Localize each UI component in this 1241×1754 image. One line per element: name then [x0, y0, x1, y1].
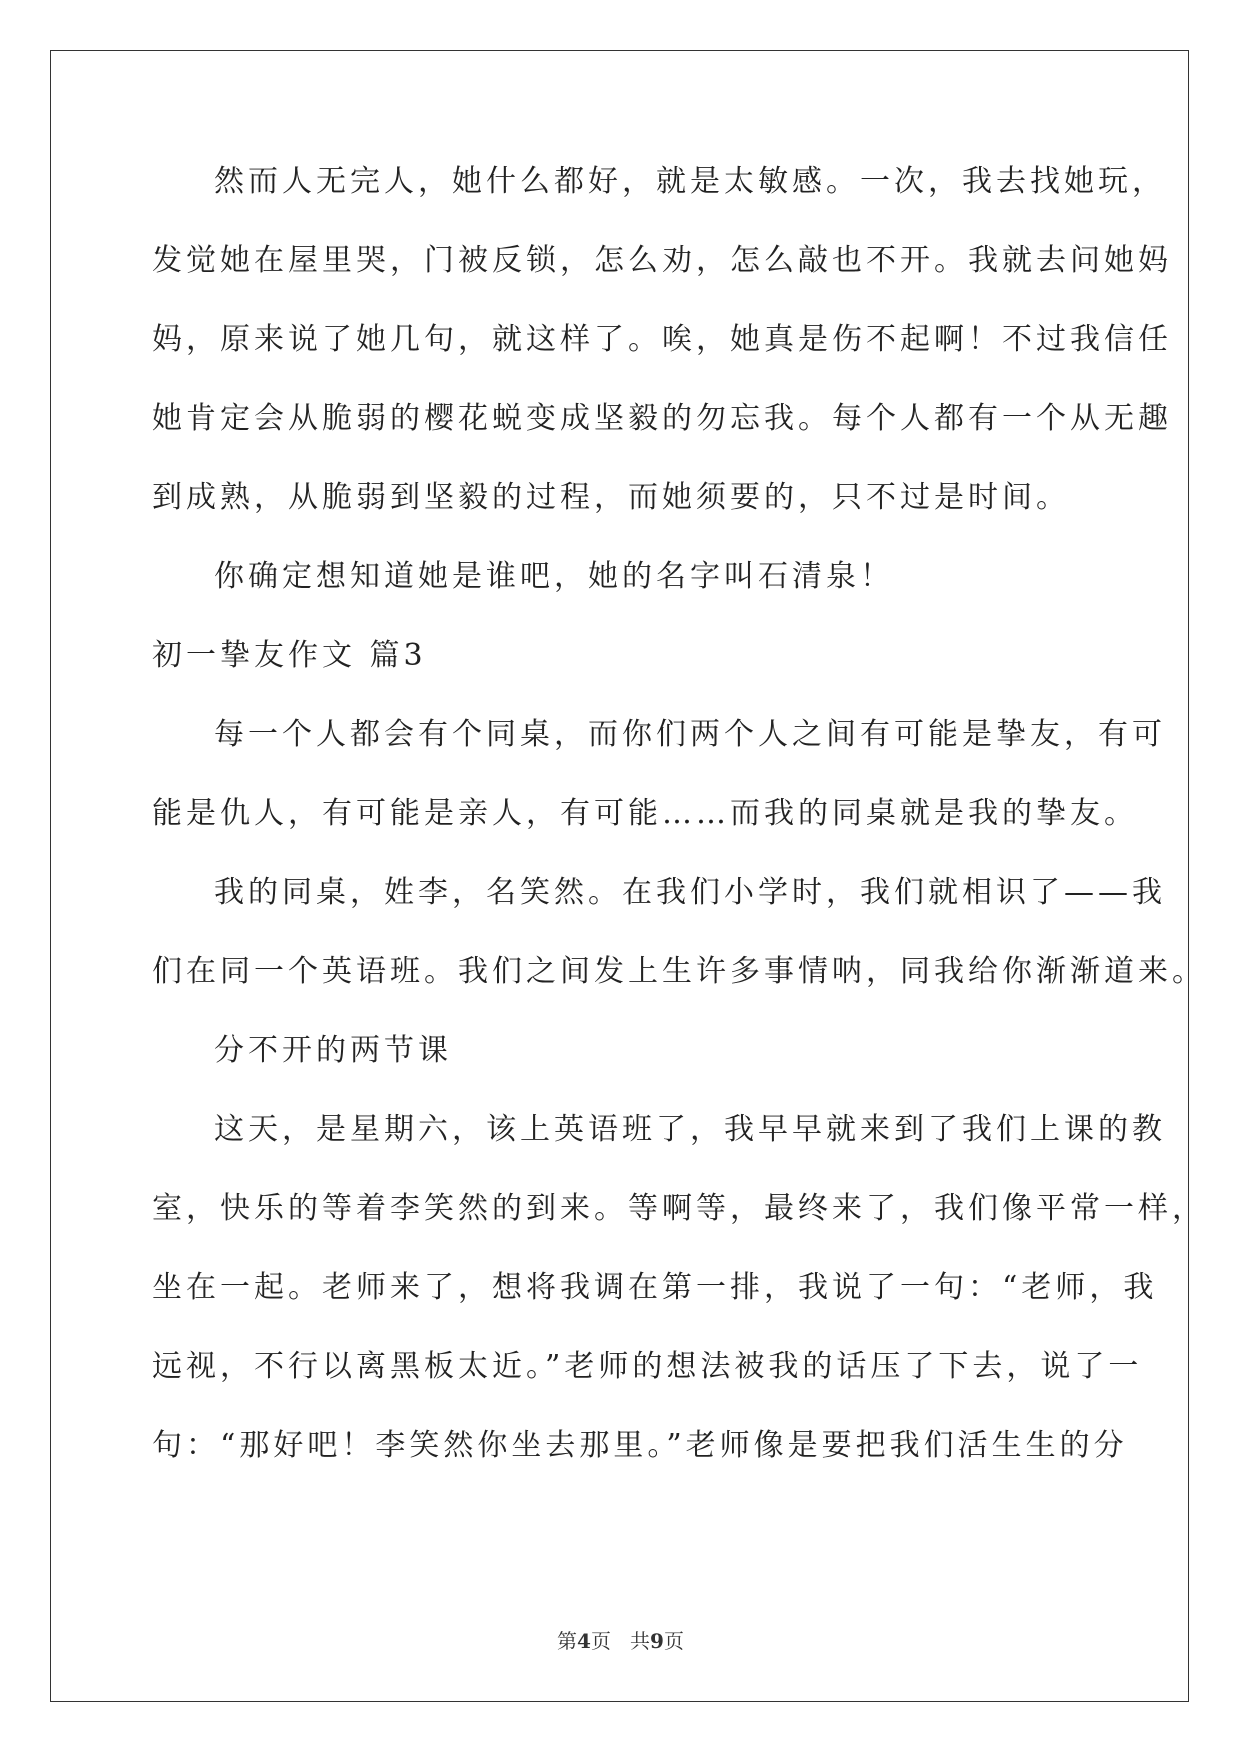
paragraph-line: 到成熟，从脆弱到坚毅的过程，而她须要的，只不过是时间。: [152, 480, 1070, 515]
footer-prefix: 第: [557, 1629, 578, 1653]
current-page-number: 4: [577, 1629, 591, 1653]
paragraph-line: 每一个人都会有个同桌，而你们两个人之间有可能是挚友，有可: [214, 717, 1166, 752]
paragraph-line: 你确定想知道她是谁吧，她的名字叫石清泉！: [214, 559, 894, 594]
paragraph-line: 然而人无完人，她什么都好，就是太敏感。一次，我去找她玩，: [214, 164, 1166, 199]
footer-suffix: 页: [663, 1629, 684, 1653]
paragraph-line: 句：“那好吧！李笑然你坐去那里。”老师像是要把我们活生生的分: [152, 1428, 1128, 1463]
paragraph-line: 发觉她在屋里哭，门被反锁，怎么劝，怎么敲也不开。我就去问她妈: [152, 243, 1172, 278]
footer-middle: 页 共: [590, 1629, 651, 1653]
section-heading: 初一挚友作文 篇3: [152, 638, 427, 673]
subheading: 分不开的两节课: [214, 1033, 452, 1068]
paragraph-line: 坐在一起。老师来了，想将我调在第一排，我说了一句：“老师，我: [152, 1270, 1158, 1305]
paragraph-line: 她肯定会从脆弱的樱花蜕变成坚毅的勿忘我。每个人都有一个从无趣: [152, 401, 1172, 436]
paragraph-line: 我的同桌，姓李，名笑然。在我们小学时，我们就相识了——我: [214, 875, 1166, 910]
paragraph-line: 室，快乐的等着李笑然的到来。等啊等，最终来了，我们像平常一样，: [152, 1191, 1206, 1226]
paragraph-line: 这天，是星期六，该上英语班了，我早早就来到了我们上课的教: [214, 1112, 1166, 1147]
page-footer: [0, 1625, 1241, 1654]
paragraph-line: 妈，原来说了她几句，就这样了。唉，她真是伤不起啊！不过我信任: [152, 322, 1172, 357]
paragraph-line: 远视，不行以离黑板太近。”老师的想法被我的话压了下去，说了一: [152, 1349, 1143, 1384]
document-body: [152, 162, 1206, 1505]
paragraph-line: 们在同一个英语班。我们之间发上生许多事情呐，同我给你渐渐道来。: [152, 954, 1206, 989]
total-page-number: 9: [650, 1629, 664, 1653]
paragraph-line: 能是仇人，有可能是亲人，有可能……而我的同桌就是我的挚友。: [152, 796, 1138, 831]
